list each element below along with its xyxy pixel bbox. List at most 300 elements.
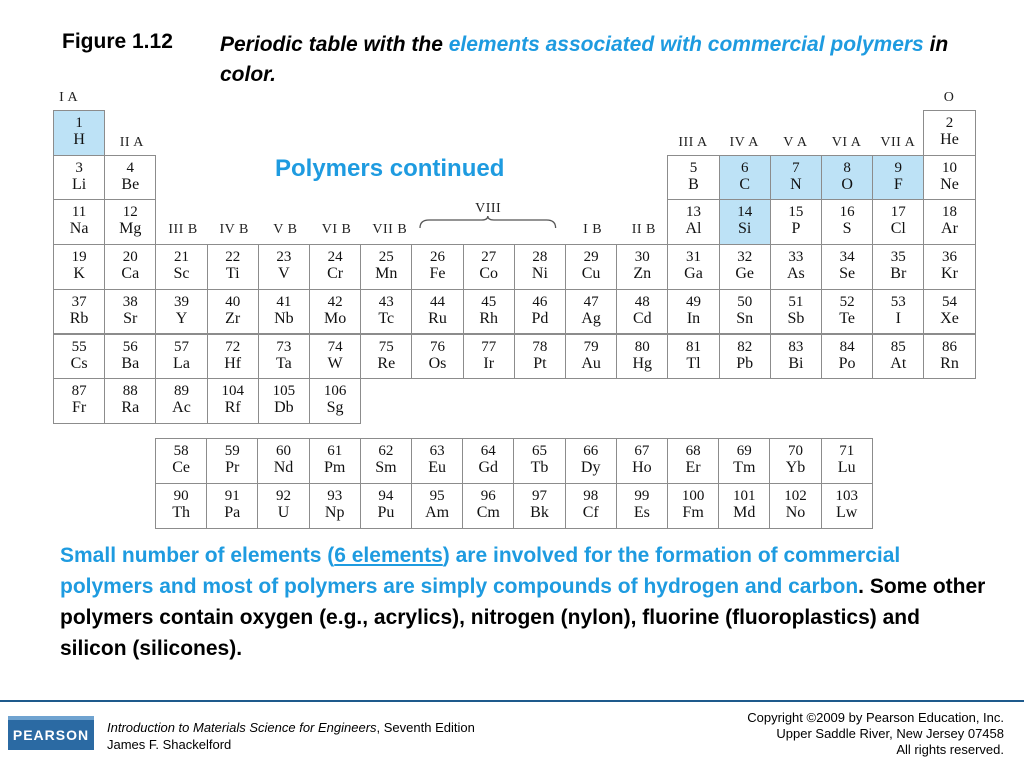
element-symbol: Ir [483, 354, 495, 372]
element-symbol: Er [685, 459, 701, 476]
element-symbol: Co [479, 265, 499, 283]
atomic-number: 101 [733, 488, 756, 504]
element-cell-ar [923, 199, 975, 245]
element-symbol: S [842, 220, 852, 238]
element-symbol: Pm [324, 459, 346, 476]
element-cell-np [309, 483, 361, 529]
element-symbol: No [785, 504, 806, 521]
element-cell-bi [770, 334, 822, 380]
atomic-number: 52 [839, 293, 855, 310]
atomic-number: 85 [890, 338, 906, 355]
element-symbol: Sc [173, 265, 190, 283]
element-symbol: Hg [632, 354, 653, 372]
element-symbol: Es [633, 504, 650, 521]
element-cell-ce [155, 438, 207, 484]
atomic-number: 21 [173, 249, 189, 266]
element-cell-ru [411, 289, 463, 335]
atomic-number: 14 [737, 204, 753, 221]
element-cell-tc [360, 289, 412, 335]
element-symbol: In [686, 309, 701, 327]
element-cell-ba [104, 334, 156, 380]
group-label: IV A [729, 135, 759, 150]
atomic-number: 33 [788, 249, 804, 266]
element-symbol: O [841, 175, 853, 193]
atomic-number: 104 [221, 383, 244, 400]
figure-title-part1: Periodic table with the [220, 33, 449, 56]
atomic-number: 26 [429, 249, 445, 266]
atomic-number: 59 [224, 443, 240, 459]
element-symbol: Br [890, 265, 907, 283]
element-cell-y [155, 289, 207, 335]
six-elements-link[interactable]: 6 elements [334, 544, 443, 567]
element-symbol: Nd [273, 459, 294, 476]
group-label: III B [168, 222, 198, 237]
element-cell-pb [719, 334, 771, 380]
element-cell-cm [462, 483, 514, 529]
atomic-number: 22 [225, 249, 241, 266]
atomic-number: 7 [792, 159, 800, 176]
atomic-number: 11 [71, 204, 87, 221]
atomic-number: 1 [75, 115, 83, 131]
atomic-number: 105 [272, 383, 296, 400]
element-symbol: Cu [581, 265, 601, 283]
element-symbol: Po [838, 354, 856, 372]
atomic-number: 89 [173, 383, 189, 400]
body-part2: ) are involved for the formation of commercial polymers and most of polymers are simply compounds of hydrogen and carbon [60, 544, 901, 598]
element-cell-eu [411, 438, 463, 484]
element-symbol: C [739, 175, 751, 193]
element-cell-es [616, 483, 668, 529]
atomic-number: 39 [173, 293, 189, 310]
element-symbol: Os [428, 354, 447, 372]
element-cell-re [360, 334, 412, 380]
element-symbol: Si [738, 220, 752, 238]
element-cell-cr [309, 244, 361, 290]
element-cell-o [821, 155, 873, 201]
element-cell-tm [718, 438, 770, 484]
atomic-number: 66 [583, 443, 599, 459]
element-symbol: Na [69, 220, 89, 238]
atomic-number: 99 [634, 488, 650, 504]
element-cell-ag [565, 289, 617, 335]
copyright-line-1: Copyright ©2009 by Pearson Education, Inc. [747, 710, 1004, 725]
group-label: VII A [880, 135, 916, 150]
element-cell-db [258, 378, 310, 424]
copyright-line-2: Upper Saddle River, New Jersey 07458 [776, 726, 1004, 741]
atomic-number: 19 [71, 249, 87, 266]
element-symbol: At [890, 354, 907, 372]
element-symbol: Nb [274, 309, 294, 327]
atomic-number: 23 [276, 249, 292, 266]
element-cell-ra [104, 378, 156, 424]
element-symbol: Al [685, 220, 702, 238]
element-cell-cu [565, 244, 617, 290]
element-symbol: Md [733, 504, 756, 521]
element-cell-k [53, 244, 105, 290]
element-symbol: Bk [530, 504, 549, 521]
atomic-number: 106 [323, 383, 347, 400]
atomic-number: 4 [126, 159, 135, 176]
element-symbol: Rh [479, 309, 499, 327]
element-symbol: K [73, 265, 85, 283]
body-part1: Small number of elements ( [60, 544, 335, 567]
element-cell-fe [411, 244, 463, 290]
element-symbol: Lu [837, 459, 856, 476]
element-cell-f [872, 155, 924, 201]
element-symbol: Tb [530, 459, 549, 476]
book-author: James F. Shackelford [107, 737, 232, 752]
atomic-number: 41 [276, 293, 292, 310]
element-cell-hf [207, 334, 259, 380]
book-title: Introduction to Materials Science for Engineers [107, 720, 377, 735]
atomic-number: 100 [681, 488, 705, 504]
atomic-number: 44 [429, 293, 445, 310]
group-label: VI A [831, 135, 862, 150]
element-symbol: Am [425, 504, 450, 521]
element-cell-sg [309, 378, 361, 424]
element-symbol: Ge [735, 265, 755, 283]
element-cell-b [667, 155, 719, 201]
element-cell-cl [872, 199, 924, 245]
element-cell-mn [360, 244, 412, 290]
element-cell-at [872, 334, 924, 380]
element-cell-be [104, 155, 156, 201]
element-symbol: H [73, 131, 85, 148]
atomic-number: 35 [890, 249, 906, 266]
element-cell-ga [667, 244, 719, 290]
element-cell-nd [257, 438, 309, 484]
element-cell-ne [923, 155, 975, 201]
element-symbol: Lw [836, 504, 858, 521]
element-symbol: B [688, 175, 699, 193]
element-cell-pr [206, 438, 258, 484]
book-citation [107, 719, 475, 753]
element-symbol: Cf [582, 504, 599, 521]
element-symbol: Se [839, 265, 856, 283]
element-symbol: V [278, 265, 290, 283]
element-cell-xe [923, 289, 975, 335]
element-cell-pd [514, 289, 566, 335]
element-cell-gd [462, 438, 514, 484]
element-symbol: Rn [940, 354, 959, 372]
atomic-number: 29 [583, 249, 599, 266]
element-symbol: Fm [682, 504, 704, 521]
element-cell-na [53, 199, 105, 245]
atomic-number: 81 [685, 338, 701, 355]
element-cell-p [770, 199, 822, 245]
element-cell-sr [104, 289, 156, 335]
book-edition: , Seventh Edition [376, 720, 475, 735]
copyright-line-3: All rights reserved. [896, 742, 1004, 757]
element-cell-pm [309, 438, 361, 484]
atomic-number: 79 [583, 338, 599, 355]
element-symbol: P [791, 220, 801, 238]
atomic-number: 12 [122, 204, 138, 221]
atomic-number: 16 [839, 204, 855, 221]
atomic-number: 61 [327, 443, 343, 459]
element-symbol: Th [172, 504, 190, 521]
element-symbol: Sn [736, 309, 754, 327]
element-cell-c [719, 155, 771, 201]
atomic-number: 10 [941, 159, 957, 176]
element-cell-nb [258, 289, 310, 335]
group-label: VIII [475, 201, 502, 216]
atomic-number: 13 [685, 204, 701, 221]
element-symbol: Xe [940, 309, 959, 327]
element-symbol: Eu [428, 459, 446, 476]
element-symbol: Ca [121, 265, 140, 283]
element-symbol: Tc [378, 309, 395, 327]
element-cell-dy [565, 438, 617, 484]
atomic-number: 78 [532, 338, 548, 355]
atomic-number: 47 [583, 293, 599, 310]
element-cell-rn [923, 334, 975, 380]
element-symbol: Cm [476, 504, 500, 521]
atomic-number: 87 [71, 383, 87, 400]
figure-label: Figure 1.12 [62, 30, 173, 53]
element-cell-br [872, 244, 924, 290]
element-symbol: W [327, 354, 343, 372]
element-symbol: Re [377, 354, 396, 372]
element-symbol: N [790, 175, 802, 193]
atomic-number: 86 [941, 338, 957, 355]
element-cell-er [667, 438, 719, 484]
element-symbol: U [277, 504, 290, 521]
atomic-number: 32 [737, 249, 753, 266]
atomic-number: 68 [685, 443, 701, 459]
element-symbol: Ce [172, 459, 190, 476]
element-cell-pt [514, 334, 566, 380]
atomic-number: 65 [531, 443, 547, 459]
atomic-number: 102 [784, 488, 807, 504]
element-cell-ge [719, 244, 771, 290]
element-symbol: Fe [429, 265, 446, 283]
atomic-number: 71 [839, 443, 855, 459]
atomic-number: 80 [634, 338, 650, 355]
atomic-number: 25 [378, 249, 394, 266]
element-cell-au [565, 334, 617, 380]
element-symbol: Ba [121, 354, 140, 372]
element-cell-bk [513, 483, 565, 529]
element-cell-rf [207, 378, 259, 424]
element-cell-sn [719, 289, 771, 335]
atomic-number: 30 [634, 249, 650, 266]
element-cell-al [667, 199, 719, 245]
element-symbol: Zr [225, 309, 241, 327]
element-symbol: Dy [580, 459, 601, 476]
atomic-number: 67 [634, 443, 650, 459]
element-cell-cf [565, 483, 617, 529]
element-cell-as [770, 244, 822, 290]
atomic-number: 51 [788, 293, 804, 310]
element-cell-lu [821, 438, 873, 484]
element-symbol: Ar [941, 220, 958, 238]
element-symbol: Sr [123, 309, 138, 327]
element-symbol: Ho [632, 459, 652, 476]
group-label: V A [783, 135, 808, 150]
element-symbol: Hf [224, 354, 242, 372]
element-cell-th [155, 483, 207, 529]
element-symbol: Tl [686, 354, 701, 372]
element-symbol: Ti [225, 265, 240, 283]
atomic-number: 64 [480, 443, 496, 459]
atomic-number: 98 [583, 488, 599, 504]
atomic-number: 9 [894, 159, 903, 176]
atomic-number: 60 [275, 443, 291, 459]
atomic-number: 96 [480, 488, 496, 504]
element-symbol: Pt [533, 354, 547, 372]
atomic-number: 69 [736, 443, 752, 459]
atomic-number: 103 [835, 488, 858, 504]
element-cell-li [53, 155, 105, 201]
element-cell-yb [769, 438, 821, 484]
element-symbol: Ac [172, 399, 191, 417]
atomic-number: 95 [429, 488, 445, 504]
atomic-number: 50 [737, 293, 753, 310]
atomic-number: 5 [689, 159, 698, 176]
atomic-number: 63 [429, 443, 445, 459]
atomic-number: 58 [173, 443, 189, 459]
element-symbol: Tm [733, 459, 756, 476]
element-symbol: Ru [428, 309, 447, 327]
atomic-number: 28 [532, 249, 548, 266]
element-cell-tb [513, 438, 565, 484]
atomic-number: 88 [122, 383, 138, 400]
element-cell-pu [360, 483, 412, 529]
element-cell-cs [53, 334, 105, 380]
group-label: I B [583, 222, 603, 237]
atomic-number: 27 [481, 249, 497, 266]
element-cell-ti [207, 244, 259, 290]
atomic-number: 73 [276, 338, 292, 355]
atomic-number: 70 [787, 443, 803, 459]
element-symbol: Rf [224, 399, 241, 417]
element-cell-s [821, 199, 873, 245]
element-cell-u [257, 483, 309, 529]
body-part3: . Some other polymers contain oxygen (e.g., acrylics), nitrogen (nylon), fluorine (fluoroplastics) and silicon (silicones). [60, 575, 986, 660]
atomic-number: 34 [839, 249, 855, 266]
element-symbol: Sb [787, 309, 805, 327]
atomic-number: 18 [941, 204, 957, 221]
element-cell-lw [821, 483, 873, 529]
element-cell-hg [616, 334, 668, 380]
element-cell-he [923, 110, 975, 156]
element-symbol: Y [175, 309, 188, 327]
element-cell-rh [463, 289, 515, 335]
element-symbol: Te [839, 309, 855, 327]
element-symbol: Cr [327, 265, 344, 283]
element-symbol: Np [324, 504, 345, 521]
element-symbol: Gd [478, 459, 499, 476]
footer-divider [0, 700, 1024, 702]
copyright-notice [747, 710, 1004, 758]
element-cell-no [769, 483, 821, 529]
group-label: IV B [219, 222, 249, 237]
atomic-number: 42 [327, 293, 343, 310]
element-cell-w [309, 334, 361, 380]
element-cell-mo [309, 289, 361, 335]
group-label: O [943, 90, 955, 105]
element-symbol: Pr [225, 459, 240, 476]
pearson-logo: PEARSON [8, 716, 94, 750]
atomic-number: 17 [890, 204, 906, 221]
element-symbol: Ra [121, 399, 140, 417]
element-cell-sb [770, 289, 822, 335]
element-symbol: Cs [70, 354, 88, 372]
atomic-number: 15 [788, 204, 804, 221]
element-cell-se [821, 244, 873, 290]
element-symbol: Ga [684, 265, 703, 283]
atomic-number: 36 [941, 249, 957, 266]
atomic-number: 38 [122, 293, 138, 310]
group-label: V B [273, 222, 298, 237]
element-cell-cd [616, 289, 668, 335]
element-symbol: Sm [375, 459, 397, 476]
element-symbol: Zn [633, 265, 652, 283]
element-cell-te [821, 289, 873, 335]
element-cell-tl [667, 334, 719, 380]
atomic-number: 24 [327, 249, 343, 266]
element-symbol: Mo [323, 309, 347, 327]
atomic-number: 62 [378, 443, 394, 459]
element-symbol: Rb [69, 309, 89, 327]
element-symbol: I [895, 309, 901, 327]
element-symbol: Bi [788, 354, 804, 372]
element-cell-os [411, 334, 463, 380]
atomic-number: 45 [481, 293, 497, 310]
atomic-number: 40 [225, 293, 241, 310]
atomic-number: 37 [71, 293, 87, 310]
atomic-number: 72 [225, 338, 241, 355]
atomic-number: 84 [839, 338, 855, 355]
atomic-number: 31 [685, 249, 701, 266]
element-cell-rb [53, 289, 105, 335]
group-label: I A [59, 90, 79, 105]
atomic-number: 75 [378, 338, 394, 355]
atomic-number: 20 [122, 249, 138, 266]
element-symbol: Sg [326, 399, 344, 417]
group-label: III A [678, 135, 708, 150]
atomic-number: 93 [327, 488, 343, 504]
element-symbol: Ag [581, 309, 601, 327]
atomic-number: 83 [788, 338, 804, 355]
group-label: II A [119, 135, 144, 150]
atomic-number: 94 [378, 488, 394, 504]
element-cell-i [872, 289, 924, 335]
element-cell-ta [258, 334, 310, 380]
group-label: II B [631, 222, 656, 237]
element-cell-am [411, 483, 463, 529]
atomic-number: 55 [71, 338, 87, 355]
element-symbol: Kr [941, 265, 958, 283]
element-cell-h [53, 110, 105, 156]
element-cell-po [821, 334, 873, 380]
element-cell-sc [155, 244, 207, 290]
atomic-number: 90 [173, 488, 189, 504]
polymers-continued-heading: Polymers continued [275, 155, 505, 182]
element-symbol: As [787, 265, 805, 283]
group-label: VI B [321, 222, 352, 237]
element-symbol: La [173, 354, 190, 372]
atomic-number: 82 [737, 338, 753, 355]
element-symbol: Pu [377, 504, 395, 521]
element-symbol: Yb [785, 459, 806, 476]
figure-title [220, 30, 980, 90]
atomic-number: 97 [531, 488, 547, 504]
body-paragraph [60, 540, 990, 664]
element-symbol: Pd [531, 309, 549, 327]
atomic-number: 3 [75, 159, 83, 176]
